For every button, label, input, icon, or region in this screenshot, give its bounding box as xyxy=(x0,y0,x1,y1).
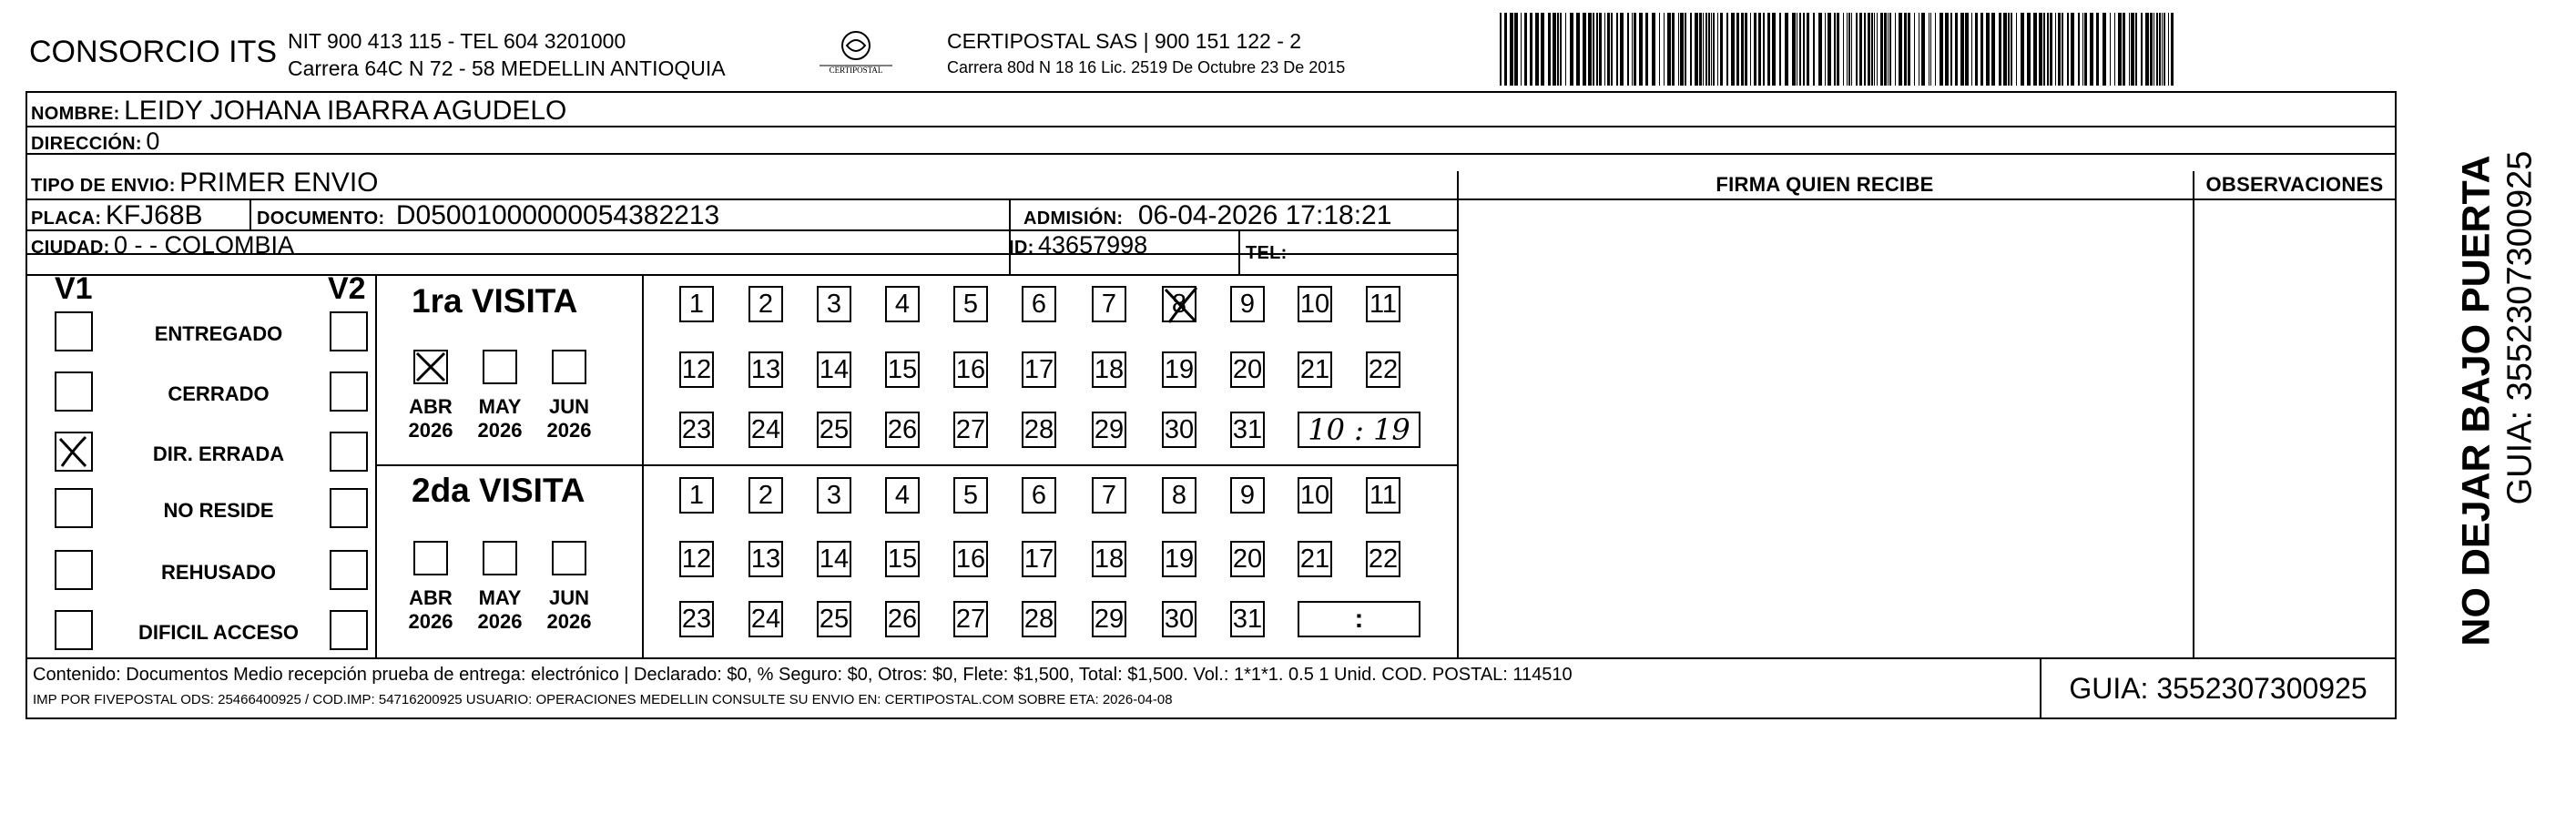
barcode-bar xyxy=(2096,13,2099,86)
barcode-bar xyxy=(1596,13,1598,86)
barcode-bar xyxy=(1611,13,1613,86)
visit1-day-17[interactable]: 17 xyxy=(1022,351,1056,388)
barcode-bar xyxy=(2114,13,2115,86)
visit2-day-2[interactable]: 2 xyxy=(748,477,783,514)
visit2-day-10[interactable]: 10 xyxy=(1298,477,1332,514)
visit1-day-11[interactable]: 11 xyxy=(1366,286,1400,322)
visit1-day-18[interactable]: 18 xyxy=(1092,351,1126,388)
barcode-bar xyxy=(1548,13,1551,86)
visit2-day-22[interactable]: 22 xyxy=(1366,541,1400,577)
documento-label: DOCUMENTO: xyxy=(257,209,385,229)
barcode-bar xyxy=(1971,13,1972,86)
status-option-label: DIFICIL ACCESO xyxy=(137,621,299,644)
barcode-bar xyxy=(1583,13,1586,86)
tipo-envio-value: PRIMER ENVIO xyxy=(179,168,379,198)
barcode-bar xyxy=(1888,13,1889,86)
barcode-bar xyxy=(1541,13,1544,86)
barcode-bar xyxy=(1560,13,1562,86)
visit2-day-25[interactable]: 25 xyxy=(817,601,851,637)
visit1-day-1[interactable]: 1 xyxy=(679,286,714,322)
visit2-day-21[interactable]: 21 xyxy=(1298,541,1332,577)
visit2-day-20[interactable]: 20 xyxy=(1230,541,1265,577)
visit1-day-6[interactable]: 6 xyxy=(1022,286,1056,322)
barcode-bar xyxy=(1607,13,1610,86)
barcode-bar xyxy=(1950,13,1952,86)
visit1-time-box[interactable] xyxy=(1298,412,1420,448)
barcode-bar xyxy=(2043,13,2045,86)
barcode-bar xyxy=(1652,13,1655,86)
barcode-bar xyxy=(2162,13,2163,86)
documento-value: D05001000000054382213 xyxy=(395,200,720,230)
barcode-bar xyxy=(1763,13,1765,86)
barcode-bar xyxy=(1720,13,1723,86)
barcode-bar xyxy=(1813,13,1815,86)
barcode-bar xyxy=(1799,13,1801,86)
visit2-day-24[interactable]: 24 xyxy=(748,601,783,637)
visit2-day-29[interactable]: 29 xyxy=(1092,601,1126,637)
barcode-bar xyxy=(1557,13,1559,86)
visit1-day-4[interactable]: 4 xyxy=(885,286,920,322)
barcode-bar xyxy=(1960,13,1964,86)
barcode-bar xyxy=(1745,13,1747,86)
barcode-bar xyxy=(1930,13,1931,86)
visit1-month-box-jun[interactable] xyxy=(552,350,586,384)
admision-label: ADMISIÓN: xyxy=(1023,209,1124,229)
barcode-bar xyxy=(2145,13,2149,86)
status-option-label: ENTREGADO xyxy=(154,322,283,345)
barcode-bar xyxy=(1703,13,1704,86)
barcode-bar xyxy=(2067,13,2069,86)
direccion-value: 0 xyxy=(146,127,160,155)
visit1-day-22[interactable]: 22 xyxy=(1366,351,1400,388)
barcode-bar xyxy=(1576,13,1580,86)
barcode-bar xyxy=(1921,13,1925,86)
nombre-value: LEIDY JOHANA IBARRA AGUDELO xyxy=(124,96,567,126)
barcode-bar xyxy=(1514,13,1518,86)
barcode-bar xyxy=(1807,13,1809,86)
barcode-bar xyxy=(1871,13,1873,86)
barcode-bar xyxy=(2090,13,2093,86)
barcode-bar xyxy=(2129,13,2130,86)
barcode-bar xyxy=(1731,13,1735,86)
barcode-bar xyxy=(1639,13,1643,86)
barcode-bar xyxy=(2110,13,2111,86)
barcode-bar xyxy=(1899,13,1902,86)
check-mark-icon xyxy=(1160,284,1202,326)
month-year: 2026 xyxy=(546,610,592,633)
barcode-bar xyxy=(1874,13,1875,86)
visit2-day-16[interactable]: 16 xyxy=(953,541,988,577)
v1-checkbox-4[interactable] xyxy=(55,550,93,590)
barcode-bar xyxy=(1667,13,1671,86)
barcode-bar xyxy=(1632,13,1633,86)
barcode-bar xyxy=(1627,13,1629,86)
barcode-bar xyxy=(1616,13,1618,86)
visit2-month-label xyxy=(468,586,532,634)
v1-checkbox-2[interactable] xyxy=(55,432,93,472)
month-year: 2026 xyxy=(477,610,523,633)
visit1-day-20[interactable]: 20 xyxy=(1230,351,1265,388)
barcode-bar xyxy=(1599,13,1602,86)
visit1-day-26[interactable]: 26 xyxy=(885,412,920,448)
tel-label: TEL: xyxy=(1246,243,1288,263)
visit2-month-box-may[interactable] xyxy=(483,541,517,575)
barcode-bar xyxy=(1864,13,1866,86)
barcode-bar xyxy=(1837,13,1839,86)
barcode-bar xyxy=(1620,13,1624,86)
barcode-bar xyxy=(1565,13,1566,86)
visit2-day-9[interactable]: 9 xyxy=(1230,477,1265,514)
barcode-bar xyxy=(1991,13,1995,86)
barcode-bar xyxy=(1699,13,1702,86)
barcode-bar xyxy=(1880,13,1883,86)
visit1-month-label xyxy=(468,395,532,443)
barcode-bar xyxy=(2118,13,2122,86)
v1-checkbox-1[interactable] xyxy=(55,371,93,412)
visit2-time: : xyxy=(1354,605,1364,634)
barcode-bar xyxy=(2082,13,2083,86)
visit2-day-3[interactable]: 3 xyxy=(817,477,851,514)
visit1-day-12[interactable]: 12 xyxy=(679,351,714,388)
visit2-day-13[interactable]: 13 xyxy=(748,541,783,577)
barcode-bar xyxy=(1521,13,1522,86)
visit1-day-13[interactable]: 13 xyxy=(748,351,783,388)
barcode-bar xyxy=(1672,13,1675,86)
barcode-bar xyxy=(1980,13,1983,86)
nombre-label: NOMBRE: xyxy=(31,104,120,124)
month-name: MAY xyxy=(478,395,522,418)
month-name: ABR xyxy=(409,586,453,609)
barcode-bar xyxy=(1877,13,1878,86)
month-name: MAY xyxy=(478,586,522,609)
barcode xyxy=(1498,13,2176,86)
barcode-bar xyxy=(2164,13,2165,86)
visit1-day-28[interactable]: 28 xyxy=(1022,412,1056,448)
barcode-bar xyxy=(2150,13,2153,86)
visit1-day-9[interactable]: 9 xyxy=(1230,286,1265,322)
admision-value: 06-04-2026 17:18:21 xyxy=(1137,200,1392,230)
barcode-bar xyxy=(1975,13,1978,86)
visit1-day-16[interactable]: 16 xyxy=(953,351,988,388)
barcode-bar xyxy=(1705,13,1707,86)
barcode-bar xyxy=(1524,13,1527,86)
barcode-bar xyxy=(2078,13,2080,86)
ciudad-label: CIUDAD: xyxy=(31,238,110,258)
barcode-bar xyxy=(2055,13,2056,86)
visit1-month-label xyxy=(399,395,463,443)
certipostal-logo-icon xyxy=(810,25,901,80)
side-guia: GUIA: 3552307300925 xyxy=(2500,150,2540,505)
barcode-bar xyxy=(2135,13,2137,86)
barcode-bar xyxy=(2003,13,2007,86)
barcode-bar xyxy=(1856,13,1858,86)
barcode-bar xyxy=(2011,13,2012,86)
visit2-day-17[interactable]: 17 xyxy=(1022,541,1056,577)
barcode-bar xyxy=(1868,13,1870,86)
visit2-day-11[interactable]: 11 xyxy=(1366,477,1400,514)
barcode-bar xyxy=(1940,13,1943,86)
visit2-day-1[interactable]: 1 xyxy=(679,477,714,514)
barcode-bar xyxy=(2123,13,2125,86)
barcode-bar xyxy=(1711,13,1712,86)
barcode-bar xyxy=(1750,13,1751,86)
barcode-bar xyxy=(1588,13,1592,86)
check-mark-icon xyxy=(413,350,448,384)
barcode-bar xyxy=(1570,13,1573,86)
v2-checkbox-3[interactable] xyxy=(330,488,368,528)
visit1-day-30[interactable]: 30 xyxy=(1162,412,1196,448)
barcode-bar xyxy=(1685,13,1686,86)
visit2-time-box[interactable] xyxy=(1298,601,1420,637)
barcode-bar xyxy=(2171,13,2174,86)
barcode-bar xyxy=(1904,13,1907,86)
postal-address-line: Carrera 80d N 18 16 Lic. 2519 De Octubre 23 De 2015 xyxy=(947,58,1346,76)
barcode-bar xyxy=(1500,13,1502,86)
visit1-day-29[interactable]: 29 xyxy=(1092,412,1126,448)
visit2-day-28[interactable]: 28 xyxy=(1022,601,1056,637)
visit2-day-15[interactable]: 15 xyxy=(885,541,920,577)
barcode-bar xyxy=(1717,13,1718,86)
barcode-bar xyxy=(1847,13,1848,86)
id-label: ID: xyxy=(1009,238,1034,258)
visit1-month-box-abr[interactable] xyxy=(413,350,448,384)
visit2-day-12[interactable]: 12 xyxy=(679,541,714,577)
barcode-bar xyxy=(1678,13,1679,86)
month-year: 2026 xyxy=(546,419,592,442)
visit1-day-8[interactable]: 8 xyxy=(1162,286,1196,322)
v1-checkbox-3[interactable] xyxy=(55,488,93,528)
visit2-day-18[interactable]: 18 xyxy=(1092,541,1126,577)
visit2-month-label xyxy=(537,586,601,634)
visit1-day-2[interactable]: 2 xyxy=(748,286,783,322)
status-option-label: DIR. ERRADA xyxy=(152,443,285,465)
visit2-day-31[interactable]: 31 xyxy=(1230,601,1265,637)
barcode-bar xyxy=(1593,13,1594,86)
barcode-bar xyxy=(1914,13,1915,86)
month-name: ABR xyxy=(409,395,453,418)
barcode-bar xyxy=(2141,13,2143,86)
barcode-bar xyxy=(1530,13,1532,86)
tipo-envio-label: TIPO DE ENVIO: xyxy=(31,176,176,196)
barcode-bar xyxy=(1889,13,1891,86)
visit1-day-14[interactable]: 14 xyxy=(817,351,851,388)
visit2-month-label xyxy=(399,586,463,634)
barcode-bar xyxy=(1785,13,1788,86)
visit1-day-21[interactable]: 21 xyxy=(1298,351,1332,388)
status-option-label: REHUSADO xyxy=(161,561,276,584)
barcode-bar xyxy=(1848,13,1850,86)
direccion-label: DIRECCIÓN: xyxy=(31,134,142,154)
barcode-bar xyxy=(1741,13,1744,86)
visit2-day-4[interactable]: 4 xyxy=(885,477,920,514)
barcode-bar xyxy=(1659,13,1660,86)
barcode-bar xyxy=(1535,13,1539,86)
barcode-bar xyxy=(1986,13,1990,86)
barcode-bar xyxy=(2084,13,2087,86)
barcode-bar xyxy=(1713,13,1715,86)
barcode-bar xyxy=(2103,13,2106,86)
guia-number: GUIA: 3552307300925 xyxy=(2069,672,2367,705)
barcode-bar xyxy=(1895,13,1896,86)
barcode-bar xyxy=(2131,13,2134,86)
visit2-day-14[interactable]: 14 xyxy=(817,541,851,577)
visit2-day-8[interactable]: 8 xyxy=(1162,477,1196,514)
barcode-bar xyxy=(1758,13,1761,86)
barcode-bar xyxy=(1803,13,1805,86)
visit2-month-box-jun[interactable] xyxy=(552,541,586,575)
barcode-bar xyxy=(1965,13,1969,86)
ciudad-value: 0 - - COLOMBIA xyxy=(114,231,295,259)
barcode-bar xyxy=(1825,13,1826,86)
barcode-bar xyxy=(1792,13,1796,86)
nit-line: NIT 900 413 115 - TEL 604 3201000 xyxy=(288,29,626,53)
check-mark-icon xyxy=(55,432,93,472)
barcode-bar xyxy=(2027,13,2031,86)
imp-line: IMP POR FIVEPOSTAL ODS: 25466400925 / COD.IMP: 54716200925 USUARIO: OPERACIONES MEDELLIN CONSULTE SU ENVIO EN: CERTIPOSTAL.COM SOBRE ETA: 2026-04-08 xyxy=(33,692,1173,707)
visit1-day-7[interactable]: 7 xyxy=(1092,286,1126,322)
barcode-bar xyxy=(2039,13,2042,86)
barcode-bar xyxy=(1736,13,1739,86)
barcode-bar xyxy=(1634,13,1636,86)
barcode-bar xyxy=(1726,13,1728,86)
visit1-time: 10 : 19 xyxy=(1308,412,1410,447)
barcode-bar xyxy=(1690,13,1692,86)
month-year: 2026 xyxy=(477,419,523,442)
barcode-bar xyxy=(2159,13,2161,86)
no-dejar-bajo-puerta: NO DEJAR BAJO PUERTA xyxy=(2454,155,2499,646)
visit2-title: 2da VISITA xyxy=(412,472,585,509)
barcode-bar xyxy=(2016,13,2017,86)
contenido-line: Contenido: Documentos Medio recepción prueba de entrega: electrónico | Declarado: $0, % Seguro: $0, Otros: $0, Flete: $1,500, Total: $1,500. Vol.: 1*1*1. 0.5 1 Unid. COD. POSTAL: 114510 xyxy=(33,665,1573,685)
v2-checkbox-0[interactable] xyxy=(330,311,368,351)
id-value: 43657998 xyxy=(1038,231,1148,259)
visit2-day-5[interactable]: 5 xyxy=(953,477,988,514)
v1-checkbox-5[interactable] xyxy=(55,610,93,650)
status-option-label: NO RESIDE xyxy=(163,499,274,522)
month-year: 2026 xyxy=(408,610,453,633)
barcode-bar xyxy=(1772,13,1776,86)
barcode-bar xyxy=(1843,13,1844,86)
barcode-bar xyxy=(2008,13,2010,86)
company-address: Carrera 64C N 72 - 58 MEDELLIN ANTIOQUIA xyxy=(288,56,726,80)
barcode-bar xyxy=(2021,13,2024,86)
v1-label: V1 xyxy=(55,271,93,306)
barcode-bar xyxy=(1935,13,1936,86)
v2-checkbox-1[interactable] xyxy=(330,371,368,412)
company-name: CONSORCIO ITS xyxy=(29,35,278,69)
month-name: JUN xyxy=(548,586,589,609)
barcode-bar xyxy=(1828,13,1831,86)
visit1-day-23[interactable]: 23 xyxy=(679,412,714,448)
visit2-day-19[interactable]: 19 xyxy=(1162,541,1196,577)
v2-checkbox-2[interactable] xyxy=(330,432,368,472)
barcode-bar xyxy=(1680,13,1684,86)
visit1-day-25[interactable]: 25 xyxy=(817,412,851,448)
postal-company-line: CERTIPOSTAL SAS | 900 151 122 - 2 xyxy=(947,29,1302,53)
barcode-bar xyxy=(1818,13,1822,86)
visit1-day-15[interactable]: 15 xyxy=(885,351,920,388)
barcode-bar xyxy=(1999,13,2001,86)
barcode-bar xyxy=(2033,13,2037,86)
visit1-title: 1ra VISITA xyxy=(412,282,578,320)
barcode-bar xyxy=(2071,13,2074,86)
barcode-bar xyxy=(1510,13,1513,86)
barcode-bar xyxy=(2153,13,2154,86)
visit2-day-6[interactable]: 6 xyxy=(1022,477,1056,514)
observaciones-area[interactable] xyxy=(2196,202,2393,656)
visit1-day-3[interactable]: 3 xyxy=(817,286,851,322)
placa-value: KFJ68B xyxy=(105,200,203,230)
placa-label: PLACA: xyxy=(31,209,102,229)
visit2-day-30[interactable]: 30 xyxy=(1162,601,1196,637)
barcode-bar xyxy=(2058,13,2061,86)
barcode-bar xyxy=(2047,13,2049,86)
v2-checkbox-4[interactable] xyxy=(330,550,368,590)
v2-label: V2 xyxy=(328,271,366,306)
firma-quien-recibe-label: FIRMA QUIEN RECIBE xyxy=(1716,173,1934,196)
logo-text: CERTIPOSTAL xyxy=(829,66,883,75)
barcode-bar xyxy=(1767,13,1770,86)
barcode-bar xyxy=(1708,13,1710,86)
signature-area[interactable] xyxy=(1461,202,2189,656)
visit1-day-24[interactable]: 24 xyxy=(748,412,783,448)
month-name: JUN xyxy=(548,395,589,418)
barcode-bar xyxy=(1664,13,1665,86)
barcode-bar xyxy=(1504,13,1507,86)
barcode-bar xyxy=(1695,13,1698,86)
visit2-day-7[interactable]: 7 xyxy=(1092,477,1126,514)
barcode-bar xyxy=(1908,13,1910,86)
barcode-bar xyxy=(2062,13,2063,86)
visit1-month-label xyxy=(537,395,601,443)
month-year: 2026 xyxy=(408,419,453,442)
visit1-day-5[interactable]: 5 xyxy=(953,286,988,322)
v2-checkbox-5[interactable] xyxy=(330,610,368,650)
visit1-day-19[interactable]: 19 xyxy=(1162,351,1196,388)
barcode-bar xyxy=(1945,13,1949,86)
barcode-bar xyxy=(1754,13,1756,86)
v1-checkbox-0[interactable] xyxy=(55,311,93,351)
barcode-bar xyxy=(1955,13,1958,86)
barcode-bar xyxy=(2156,13,2158,86)
visit1-day-27[interactable]: 27 xyxy=(953,412,988,448)
barcode-bar xyxy=(1859,13,1862,86)
barcode-bar xyxy=(1553,13,1556,86)
visit2-month-box-abr[interactable] xyxy=(413,541,448,575)
visit1-day-10[interactable]: 10 xyxy=(1298,286,1332,322)
visit1-day-31[interactable]: 31 xyxy=(1230,412,1265,448)
barcode-bar xyxy=(1604,13,1605,86)
barcode-bar xyxy=(1779,13,1781,86)
observaciones-label: OBSERVACIONES xyxy=(2205,173,2384,196)
status-option-label: CERRADO xyxy=(168,382,270,405)
barcode-bar xyxy=(2050,13,2052,86)
visit1-month-box-may[interactable] xyxy=(483,350,517,384)
barcode-bar xyxy=(2168,13,2169,86)
barcode-bar xyxy=(1645,13,1648,86)
barcode-bar xyxy=(1834,13,1836,86)
visit2-day-26[interactable]: 26 xyxy=(885,601,920,637)
visit2-day-23[interactable]: 23 xyxy=(679,601,714,637)
barcode-bar xyxy=(1884,13,1887,86)
barcode-bar xyxy=(1851,13,1852,86)
visit2-day-27[interactable]: 27 xyxy=(953,601,988,637)
